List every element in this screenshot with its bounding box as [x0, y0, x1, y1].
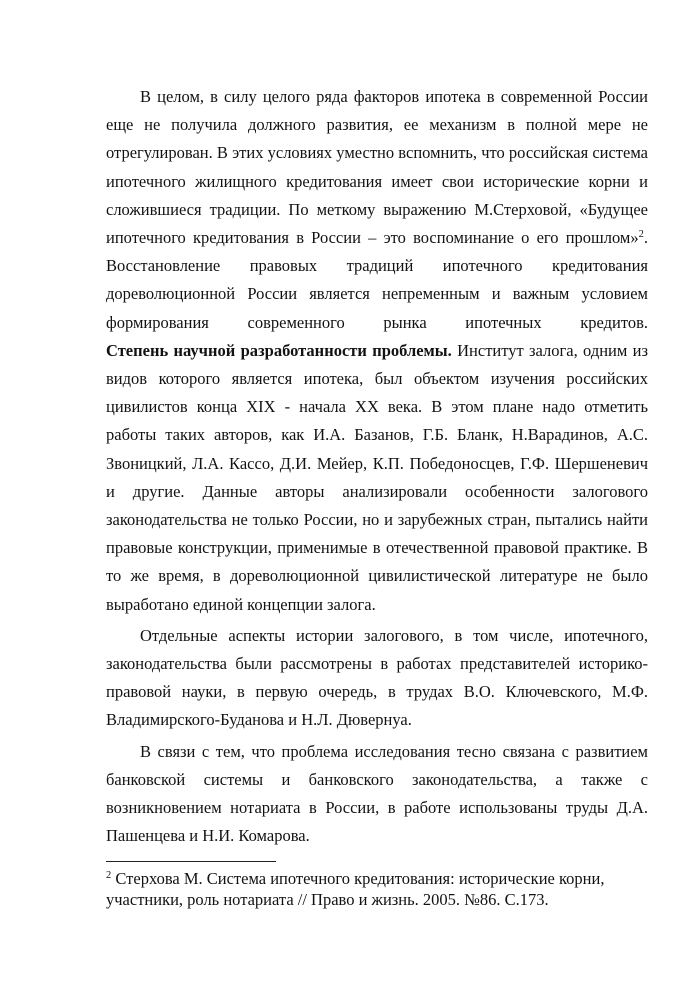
text-line: В связи с тем, что проблема исследования тесно связана с развитием	[140, 741, 648, 761]
text-line: Пашенцева и Н.И. Комарова.	[106, 826, 310, 846]
text-line: видов которого является ипотека, был объектом изучения российских	[106, 369, 648, 389]
footnote-separator	[106, 861, 276, 862]
text-line: Звоницкий, Л.А. Кассо, Д.И. Мейер, К.П. Победоносцев, Г.Ф. Шершеневич	[106, 453, 648, 473]
text-line: сложившиеся традиции. По меткому выражению М.Стерховой, «Будущее	[106, 199, 648, 219]
text-line: работы таких авторов, как И.А. Базанов, Г.Б. Бланк, Н.Варадинов, А.С.	[106, 425, 648, 445]
paragraph	[106, 738, 648, 851]
text-line: и другие. Данные авторы анализировали особенности залогового	[106, 481, 648, 501]
text-line: правовой науки, в первую очередь, в трудах В.О. Ключевского, М.Ф.	[106, 682, 648, 702]
text-line: цивилистов конца XIX - начала XX века. В этом плане надо отметить	[106, 397, 648, 417]
paragraph	[106, 622, 648, 735]
text-line: Владимирского-Буданова и Н.Л. Дювернуа.	[106, 710, 412, 730]
line-end: .	[643, 228, 648, 248]
footnote	[106, 869, 648, 910]
line-text: Институт залога, одним из	[451, 340, 648, 360]
text-line: законодательства были рассмотрены в работах представителей историко-	[106, 654, 648, 674]
paragraph	[106, 83, 648, 619]
text-line: формирования современного рынка ипотечных кредитов.	[106, 312, 648, 332]
text-line: еще не получила должного развития, ее механизм в полной мере не	[106, 115, 648, 135]
text-line: возникновением нотариата в России, в работе использованы труды Д.А.	[106, 798, 648, 818]
footnote-text: Стерхова М. Система ипотечного кредитования: исторические корни,	[111, 869, 605, 888]
text-line: отрегулирован. В этих условиях уместно вспомнить, что российская система	[106, 143, 648, 163]
footnote-line	[106, 869, 648, 890]
text-line: то же время, в дореволюционной цивилистической литературе не было	[106, 566, 648, 586]
body-text	[106, 83, 648, 850]
text-line: ипотечного жилищного кредитования имеет свои исторические корни и	[106, 171, 648, 191]
section-heading: Степень научной разработанности проблемы.	[106, 340, 452, 360]
text-line: Отдельные аспекты истории залогового, в том числе, ипотечного,	[140, 625, 648, 645]
text-line: выработано единой концепции залога.	[106, 594, 376, 614]
text-line: правовые конструкции, применимые в отечественной правовой практике. В	[106, 538, 648, 558]
text-line	[106, 224, 648, 252]
footnote-line: участники, роль нотариата // Право и жизнь. 2005. №86. С.173.	[106, 889, 549, 909]
text-line: законодательства не только России, но и зарубежных стран, пытались найти	[106, 510, 648, 530]
text-line: В целом, в силу целого ряда факторов ипотека в современной России	[140, 87, 648, 106]
text-line: дореволюционной России является непременным и важным условием	[106, 284, 648, 304]
text-line: Восстановление правовых традиций ипотечного кредитования	[106, 256, 648, 276]
footnote-number: 2	[106, 870, 112, 881]
text-line	[106, 337, 648, 365]
text-line: банковской системы и банковского законодательства, а также с	[106, 769, 648, 789]
line-text: ипотечного кредитования в России – это воспоминание о его прошлом»	[106, 228, 639, 248]
footnote-ref: 2	[638, 229, 644, 241]
